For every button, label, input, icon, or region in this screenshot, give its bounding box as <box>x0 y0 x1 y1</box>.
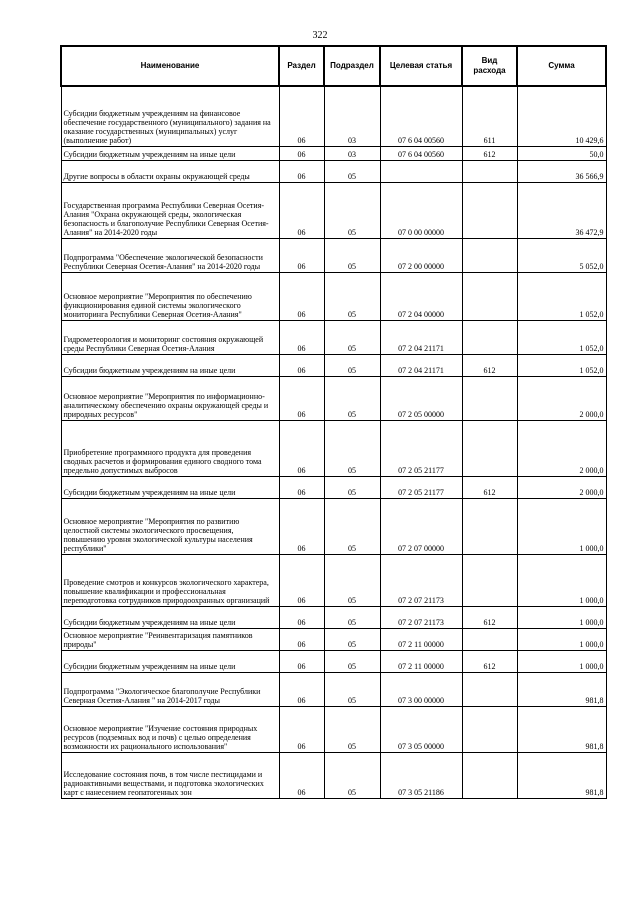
cell-target: 07 2 05 21177 <box>380 476 462 498</box>
table-row <box>61 272 606 320</box>
cell-name: Подпрограмма "Обеспечение экологической безопасности Республики Северная Осетия-Алания" на 2014-2020 годы <box>61 238 279 272</box>
cell-target: 07 2 04 21171 <box>380 320 462 354</box>
cell-target: 07 3 00 00000 <box>380 672 462 706</box>
cell-section: 06 <box>279 706 324 752</box>
cell-section: 06 <box>279 182 324 238</box>
cell-sum: 1 000,0 <box>517 498 606 554</box>
cell-subsection: 05 <box>324 376 380 420</box>
cell-sum: 5 052,0 <box>517 238 606 272</box>
table-body <box>61 86 606 798</box>
cell-name: Другие вопросы в области охраны окружающей среды <box>61 160 279 182</box>
cell-subsection: 05 <box>324 606 380 628</box>
cell-section: 06 <box>279 606 324 628</box>
cell-expense-type <box>462 554 517 606</box>
table-row <box>61 420 606 476</box>
cell-section: 06 <box>279 160 324 182</box>
cell-target: 07 2 07 21173 <box>380 554 462 606</box>
cell-target: 07 2 04 00000 <box>380 272 462 320</box>
cell-target: 07 2 07 21173 <box>380 606 462 628</box>
cell-subsection: 05 <box>324 672 380 706</box>
cell-sum: 2 000,0 <box>517 420 606 476</box>
cell-subsection: 05 <box>324 182 380 238</box>
table-row <box>61 476 606 498</box>
cell-name: Основное мероприятие "Мероприятия по информационно-аналитическому обеспечению охраны окружающей среды и природных ресурсов" <box>61 376 279 420</box>
cell-subsection: 05 <box>324 320 380 354</box>
cell-sum: 1 000,0 <box>517 606 606 628</box>
table-row <box>61 672 606 706</box>
cell-name: Субсидии бюджетным учреждениям на иные цели <box>61 606 279 628</box>
cell-section: 06 <box>279 272 324 320</box>
header-subsection: Подраздел <box>324 46 380 86</box>
cell-section: 06 <box>279 628 324 650</box>
table-row <box>61 376 606 420</box>
cell-subsection: 05 <box>324 420 380 476</box>
cell-section: 06 <box>279 554 324 606</box>
cell-target: 07 2 04 21171 <box>380 354 462 376</box>
cell-expense-type <box>462 672 517 706</box>
cell-section: 06 <box>279 498 324 554</box>
cell-expense-type <box>462 420 517 476</box>
cell-sum: 2 000,0 <box>517 476 606 498</box>
cell-name: Основное мероприятие "Мероприятия по обеспечению функционирования единой системы экологического мониторинга Республики Северная Осетия-Алания" <box>61 272 279 320</box>
cell-name: Субсидии бюджетным учреждениям на финансовое обеспечение государственного (муниципального) задания на оказание государственных (муниципальных) услуг (выполнение работ) <box>61 86 279 146</box>
cell-target: 07 6 04 00560 <box>380 86 462 146</box>
table-row <box>61 628 606 650</box>
cell-section: 06 <box>279 476 324 498</box>
cell-expense-type <box>462 238 517 272</box>
cell-expense-type <box>462 498 517 554</box>
cell-expense-type: 612 <box>462 354 517 376</box>
cell-name: Подпрограмма "Экологическое благополучие Республики Северная Осетия-Алания " на 2014-2017 годы <box>61 672 279 706</box>
cell-section: 06 <box>279 354 324 376</box>
cell-expense-type <box>462 182 517 238</box>
table-row <box>61 498 606 554</box>
table-row <box>61 86 606 146</box>
table-row <box>61 146 606 160</box>
cell-sum: 2 000,0 <box>517 376 606 420</box>
cell-sum: 981,8 <box>517 752 606 798</box>
cell-section: 06 <box>279 376 324 420</box>
header-sum: Сумма <box>517 46 606 86</box>
cell-target: 07 3 05 21186 <box>380 752 462 798</box>
cell-section: 06 <box>279 320 324 354</box>
header-section: Раздел <box>279 46 324 86</box>
cell-expense-type <box>462 272 517 320</box>
table-row <box>61 752 606 798</box>
cell-subsection: 05 <box>324 628 380 650</box>
table-row <box>61 606 606 628</box>
cell-name: Субсидии бюджетным учреждениям на иные цели <box>61 476 279 498</box>
cell-expense-type <box>462 376 517 420</box>
cell-target: 07 2 00 00000 <box>380 238 462 272</box>
table-row <box>61 238 606 272</box>
cell-sum: 36 472,9 <box>517 182 606 238</box>
cell-sum: 1 000,0 <box>517 628 606 650</box>
cell-subsection: 05 <box>324 238 380 272</box>
cell-name: Государственная программа Республики Северная Осетия-Алания "Охрана окружающей среды, экологическая безопасность и благополучие Республики Северная Осетия-Алания" на 2014-2020 годы <box>61 182 279 238</box>
cell-sum: 50,0 <box>517 146 606 160</box>
cell-name: Проведение смотров и конкурсов экологического характера, повышение квалификации и профессиональная переподготовка сотрудников природоохранных организаций <box>61 554 279 606</box>
page-number: 322 <box>312 30 328 41</box>
cell-section: 06 <box>279 86 324 146</box>
cell-subsection: 05 <box>324 752 380 798</box>
cell-subsection: 05 <box>324 650 380 672</box>
cell-target: 07 0 00 00000 <box>380 182 462 238</box>
cell-subsection: 05 <box>324 498 380 554</box>
cell-target: 07 6 04 00560 <box>380 146 462 160</box>
cell-section: 06 <box>279 752 324 798</box>
cell-expense-type <box>462 706 517 752</box>
cell-section: 06 <box>279 146 324 160</box>
cell-subsection: 05 <box>324 160 380 182</box>
header-expense-type: Вид расхода <box>462 46 517 86</box>
cell-sum: 981,8 <box>517 672 606 706</box>
cell-section: 06 <box>279 420 324 476</box>
table-row <box>61 706 606 752</box>
cell-subsection: 05 <box>324 706 380 752</box>
table-header-row <box>61 46 606 86</box>
cell-sum: 1 000,0 <box>517 650 606 672</box>
cell-subsection: 03 <box>324 146 380 160</box>
cell-subsection: 05 <box>324 554 380 606</box>
table-row <box>61 320 606 354</box>
cell-sum: 1 052,0 <box>517 354 606 376</box>
cell-target: 07 2 05 21177 <box>380 420 462 476</box>
cell-section: 06 <box>279 672 324 706</box>
table-row <box>61 182 606 238</box>
cell-name: Основное мероприятие "Изучение состояния природных ресурсов (подземных вод и почв) с целью определения возможности их рационального использования" <box>61 706 279 752</box>
cell-expense-type <box>462 320 517 354</box>
cell-name: Основное мероприятие "Реинвентаризация памятников природы" <box>61 628 279 650</box>
cell-subsection: 05 <box>324 272 380 320</box>
cell-sum: 1 052,0 <box>517 272 606 320</box>
cell-sum: 981,8 <box>517 706 606 752</box>
cell-name: Исследование состояния почв, в том числе пестицидами и радиоактивными веществами, и подготовка экологических карт с нанесением геопатогенных зон <box>61 752 279 798</box>
cell-sum: 36 566,9 <box>517 160 606 182</box>
cell-name: Приобретение программного продукта для проведения сводных расчетов и формирования единого сводного тома предельно допустимых выбросов <box>61 420 279 476</box>
cell-expense-type: 612 <box>462 650 517 672</box>
cell-target: 07 2 11 00000 <box>380 650 462 672</box>
cell-subsection: 05 <box>324 476 380 498</box>
header-name: Наименование <box>61 46 279 86</box>
cell-subsection: 03 <box>324 86 380 146</box>
cell-sum: 1 000,0 <box>517 554 606 606</box>
header-target: Целевая статья <box>380 46 462 86</box>
cell-target: 07 2 07 00000 <box>380 498 462 554</box>
cell-sum: 1 052,0 <box>517 320 606 354</box>
cell-expense-type: 612 <box>462 146 517 160</box>
cell-expense-type: 611 <box>462 86 517 146</box>
cell-expense-type: 612 <box>462 476 517 498</box>
cell-target: 07 2 05 00000 <box>380 376 462 420</box>
cell-expense-type <box>462 628 517 650</box>
table-row <box>61 354 606 376</box>
cell-target: 07 3 05 00000 <box>380 706 462 752</box>
cell-name: Гидрометеорология и мониторинг состояния окружающей среды Республики Северная Осетия-Алания <box>61 320 279 354</box>
table-row <box>61 554 606 606</box>
table-row <box>61 650 606 672</box>
cell-target: 07 2 11 00000 <box>380 628 462 650</box>
cell-section: 06 <box>279 238 324 272</box>
cell-name: Субсидии бюджетным учреждениям на иные цели <box>61 354 279 376</box>
cell-subsection: 05 <box>324 354 380 376</box>
cell-name: Основное мероприятие "Мероприятия по развитию целостной системы экологического просвещения, повышению уровня экологической культуры населения республики" <box>61 498 279 554</box>
budget-table <box>60 45 607 799</box>
cell-expense-type: 612 <box>462 606 517 628</box>
cell-sum: 10 429,6 <box>517 86 606 146</box>
cell-expense-type <box>462 752 517 798</box>
cell-target <box>380 160 462 182</box>
cell-expense-type <box>462 160 517 182</box>
cell-section: 06 <box>279 650 324 672</box>
cell-name: Субсидии бюджетным учреждениям на иные цели <box>61 650 279 672</box>
cell-name: Субсидии бюджетным учреждениям на иные цели <box>61 146 279 160</box>
table-row <box>61 160 606 182</box>
